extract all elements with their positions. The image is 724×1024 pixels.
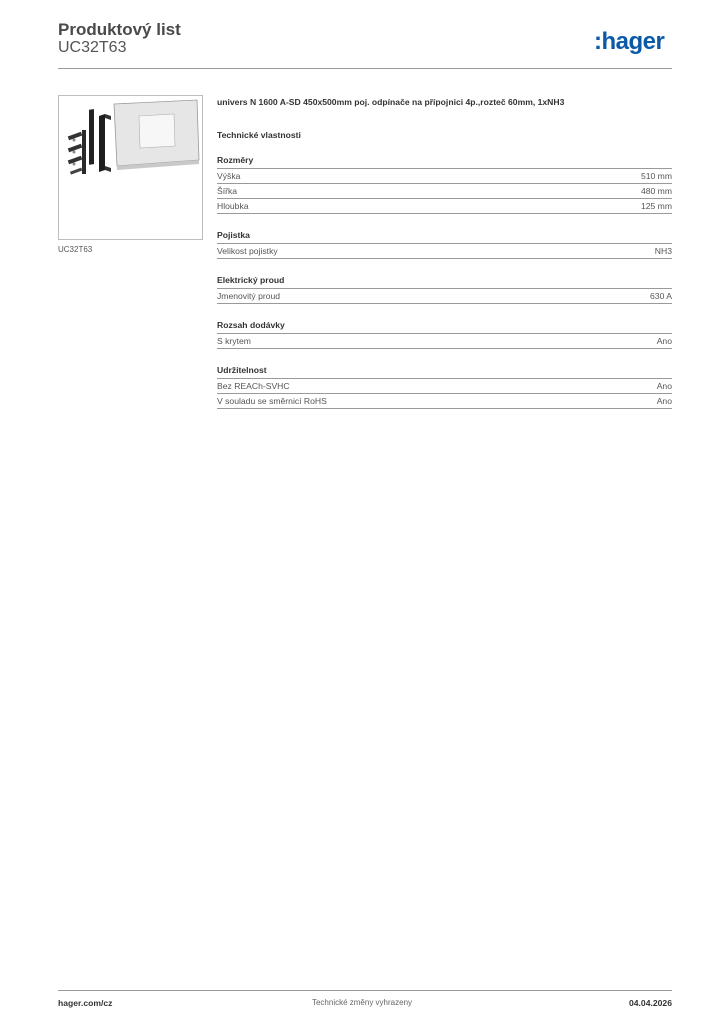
spec-label: V souladu se směrnicí RoHS [217, 396, 327, 406]
spec-label: S krytem [217, 336, 251, 346]
spec-row [217, 379, 672, 394]
header-divider [58, 68, 672, 69]
spec-label: Bez REACh-SVHC [217, 381, 290, 391]
spec-value: Ano [656, 336, 672, 346]
spec-label: Jmenovitý proud [217, 291, 281, 301]
spec-row [217, 184, 672, 199]
section-elektricky-proud [217, 275, 672, 304]
section-title: Rozměry [217, 155, 672, 169]
footer-notice: Technické změny vyhrazeny [311, 998, 413, 1007]
product-description: univers N 1600 A-SD 450x500mm poj. odpínače na přípojnici 4p.,rozteč 60mm, 1xNH3 [217, 97, 565, 107]
product-code: UC32T63 [58, 39, 127, 56]
footer-divider [58, 990, 672, 991]
spec-value: Ano [656, 381, 672, 391]
spec-value: NH3 [654, 246, 672, 256]
spec-label: Výška [217, 171, 241, 181]
section-pojistka [217, 230, 672, 259]
image-caption: UC32T63 [58, 245, 93, 254]
product-image [58, 95, 203, 240]
spec-value: 630 A [650, 291, 672, 301]
section-udrzitelnost [217, 365, 672, 409]
spec-label: Velikost pojistky [217, 246, 278, 256]
spec-value: 510 mm [640, 171, 672, 181]
tech-properties-title: Technické vlastnosti [217, 130, 301, 140]
spec-row [217, 334, 672, 349]
section-title: Rozsah dodávky [217, 320, 672, 334]
spec-label: Hloubka [217, 201, 249, 211]
svg-text::hager: :hager [594, 28, 665, 55]
section-title: Udržitelnost [217, 365, 672, 379]
spec-value: 125 mm [640, 201, 672, 211]
section-title: Elektrický proud [217, 275, 672, 289]
section-title: Pojistka [217, 230, 672, 244]
hager-logo [594, 28, 674, 56]
spec-value: Ano [656, 396, 672, 406]
spec-row [217, 199, 672, 214]
page-title: Produktový list [58, 20, 181, 39]
product-details [217, 96, 672, 409]
spec-row [217, 394, 672, 409]
spec-label: Šířka [217, 186, 238, 196]
spec-row [217, 169, 672, 184]
footer-website: hager.com/cz [58, 998, 113, 1008]
section-rozmery [217, 155, 672, 214]
spec-row [217, 244, 672, 259]
footer-date: 04.04.2026 [628, 998, 672, 1008]
section-rozsah-dodavky [217, 320, 672, 349]
spec-value: 480 mm [640, 186, 672, 196]
spec-row [217, 289, 672, 304]
